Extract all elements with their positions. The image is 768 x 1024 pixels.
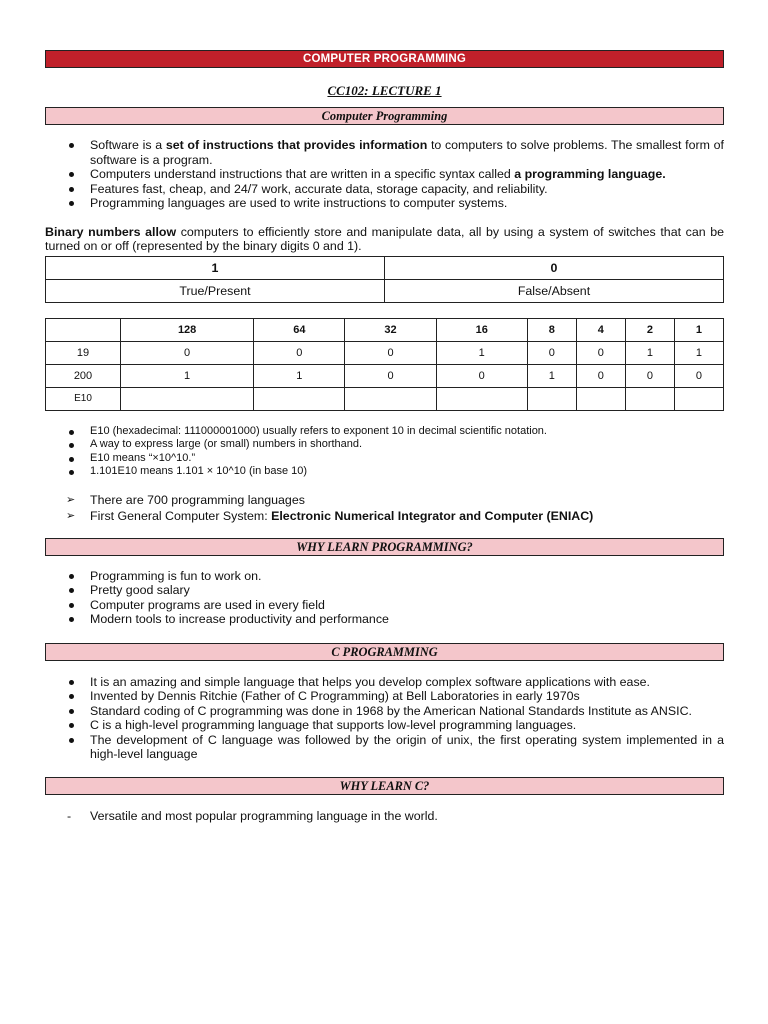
- list-item: Computers understand instructions that are written in a specific syntax called a programming language.: [45, 167, 724, 182]
- section-header-why-learn-programming: WHY LEARN PROGRAMMING?: [45, 538, 724, 556]
- table-cell: [254, 387, 345, 410]
- table-cell: 0: [385, 256, 724, 279]
- table-row: [46, 341, 724, 364]
- table-row: [46, 364, 724, 387]
- why-programming-bullet-list: [45, 569, 724, 627]
- list-item: 1.101E10 means 1.101 × 10^10 (in base 10): [45, 465, 724, 479]
- table-cell: 0: [527, 341, 576, 364]
- list-item: A way to express large (or small) numbers in shorthand.: [45, 438, 724, 452]
- table-cell: 2: [625, 318, 674, 341]
- table-cell: 0: [576, 341, 625, 364]
- c-programming-bullet-list: [45, 675, 724, 762]
- table-cell: [527, 387, 576, 410]
- table-cell: 64: [254, 318, 345, 341]
- list-item: ➢ There are 700 programming languages: [45, 492, 724, 508]
- table-cell: 16: [436, 318, 527, 341]
- table-cell: 0: [345, 364, 436, 387]
- table-cell: 4: [576, 318, 625, 341]
- table-row: [46, 387, 724, 410]
- table-cell: 0: [674, 364, 723, 387]
- table-cell: E10: [46, 387, 121, 410]
- table-cell: 0: [121, 341, 254, 364]
- facts-arrow-list: [45, 492, 724, 524]
- document-page: [45, 50, 724, 823]
- table-cell: 1: [436, 341, 527, 364]
- list-item: Features fast, cheap, and 24/7 work, accurate data, storage capacity, and reliability.: [45, 182, 724, 197]
- table-row: [46, 256, 724, 279]
- why-c-list: [45, 809, 724, 824]
- table-cell: 0: [254, 341, 345, 364]
- list-item: Modern tools to increase productivity and performance: [45, 612, 724, 627]
- table-cell: [436, 387, 527, 410]
- table-cell: 0: [345, 341, 436, 364]
- list-item: It is an amazing and simple language that helps you develop complex software applications with ease.: [45, 675, 724, 690]
- table-cell: 1: [674, 318, 723, 341]
- intro-bullet-list: [45, 138, 724, 211]
- list-item: The development of C language was followed by the origin of unix, the first operating system implemented in a high-level language: [45, 733, 724, 762]
- table-cell: 128: [121, 318, 254, 341]
- table-cell: 0: [576, 364, 625, 387]
- section-header-why-learn-c: WHY LEARN C?: [45, 777, 724, 795]
- section-header-computer-programming: Computer Programming: [45, 107, 724, 125]
- binary-table: [45, 318, 724, 411]
- table-cell: 1: [625, 341, 674, 364]
- list-item: Programming is fun to work on.: [45, 569, 724, 584]
- table-cell: [345, 387, 436, 410]
- list-item: Standard coding of C programming was done in 1968 by the American National Standards Institute as ANSIC.: [45, 704, 724, 719]
- table-cell: [674, 387, 723, 410]
- table-cell: 1: [254, 364, 345, 387]
- table-cell: 0: [436, 364, 527, 387]
- table-row: [46, 279, 724, 302]
- truth-table: [45, 256, 724, 303]
- table-cell: 1: [674, 341, 723, 364]
- table-cell: 1: [527, 364, 576, 387]
- list-item: - Versatile and most popular programming language in the world.: [45, 809, 724, 824]
- table-cell: [46, 318, 121, 341]
- section-header-c-programming: C PROGRAMMING: [45, 643, 724, 661]
- table-cell: 32: [345, 318, 436, 341]
- document-title-bar: COMPUTER PROGRAMMING: [45, 50, 724, 68]
- list-item: Invented by Dennis Ritchie (Father of C Programming) at Bell Laboratories in early 1970s: [45, 689, 724, 704]
- list-item: Programming languages are used to write instructions to computer systems.: [45, 196, 724, 211]
- table-cell: 0: [625, 364, 674, 387]
- list-item: Pretty good salary: [45, 583, 724, 598]
- table-cell: 1: [46, 256, 385, 279]
- table-cell: 1: [121, 364, 254, 387]
- lecture-title: CC102: LECTURE 1: [327, 83, 442, 98]
- list-item: C is a high-level programming language that supports low-level programming languages.: [45, 718, 724, 733]
- list-item: ➢ First General Computer System: Electronic Numerical Integrator and Computer (ENIAC): [45, 508, 724, 524]
- list-item: Software is a set of instructions that provides information to computers to solve problems. The smallest form of software is a program.: [45, 138, 724, 167]
- list-item: E10 means “×10^10.”: [45, 452, 724, 466]
- list-item: E10 (hexadecimal: 111000001000) usually refers to exponent 10 in decimal scientific notation.: [45, 425, 724, 439]
- table-cell: False/Absent: [385, 279, 724, 302]
- e10-bullet-list: [45, 425, 724, 479]
- table-row: [46, 318, 724, 341]
- table-cell: 8: [527, 318, 576, 341]
- list-item: Computer programs are used in every field: [45, 598, 724, 613]
- table-cell: 200: [46, 364, 121, 387]
- table-cell: [625, 387, 674, 410]
- table-cell: [121, 387, 254, 410]
- binary-numbers-paragraph: Binary numbers allow computers to efficiently store and manipulate data, all by using a system of switches that can be turned on or off (represented by the binary digits 0 and 1).: [45, 224, 725, 253]
- table-cell: True/Present: [46, 279, 385, 302]
- table-cell: [576, 387, 625, 410]
- table-cell: 19: [46, 341, 121, 364]
